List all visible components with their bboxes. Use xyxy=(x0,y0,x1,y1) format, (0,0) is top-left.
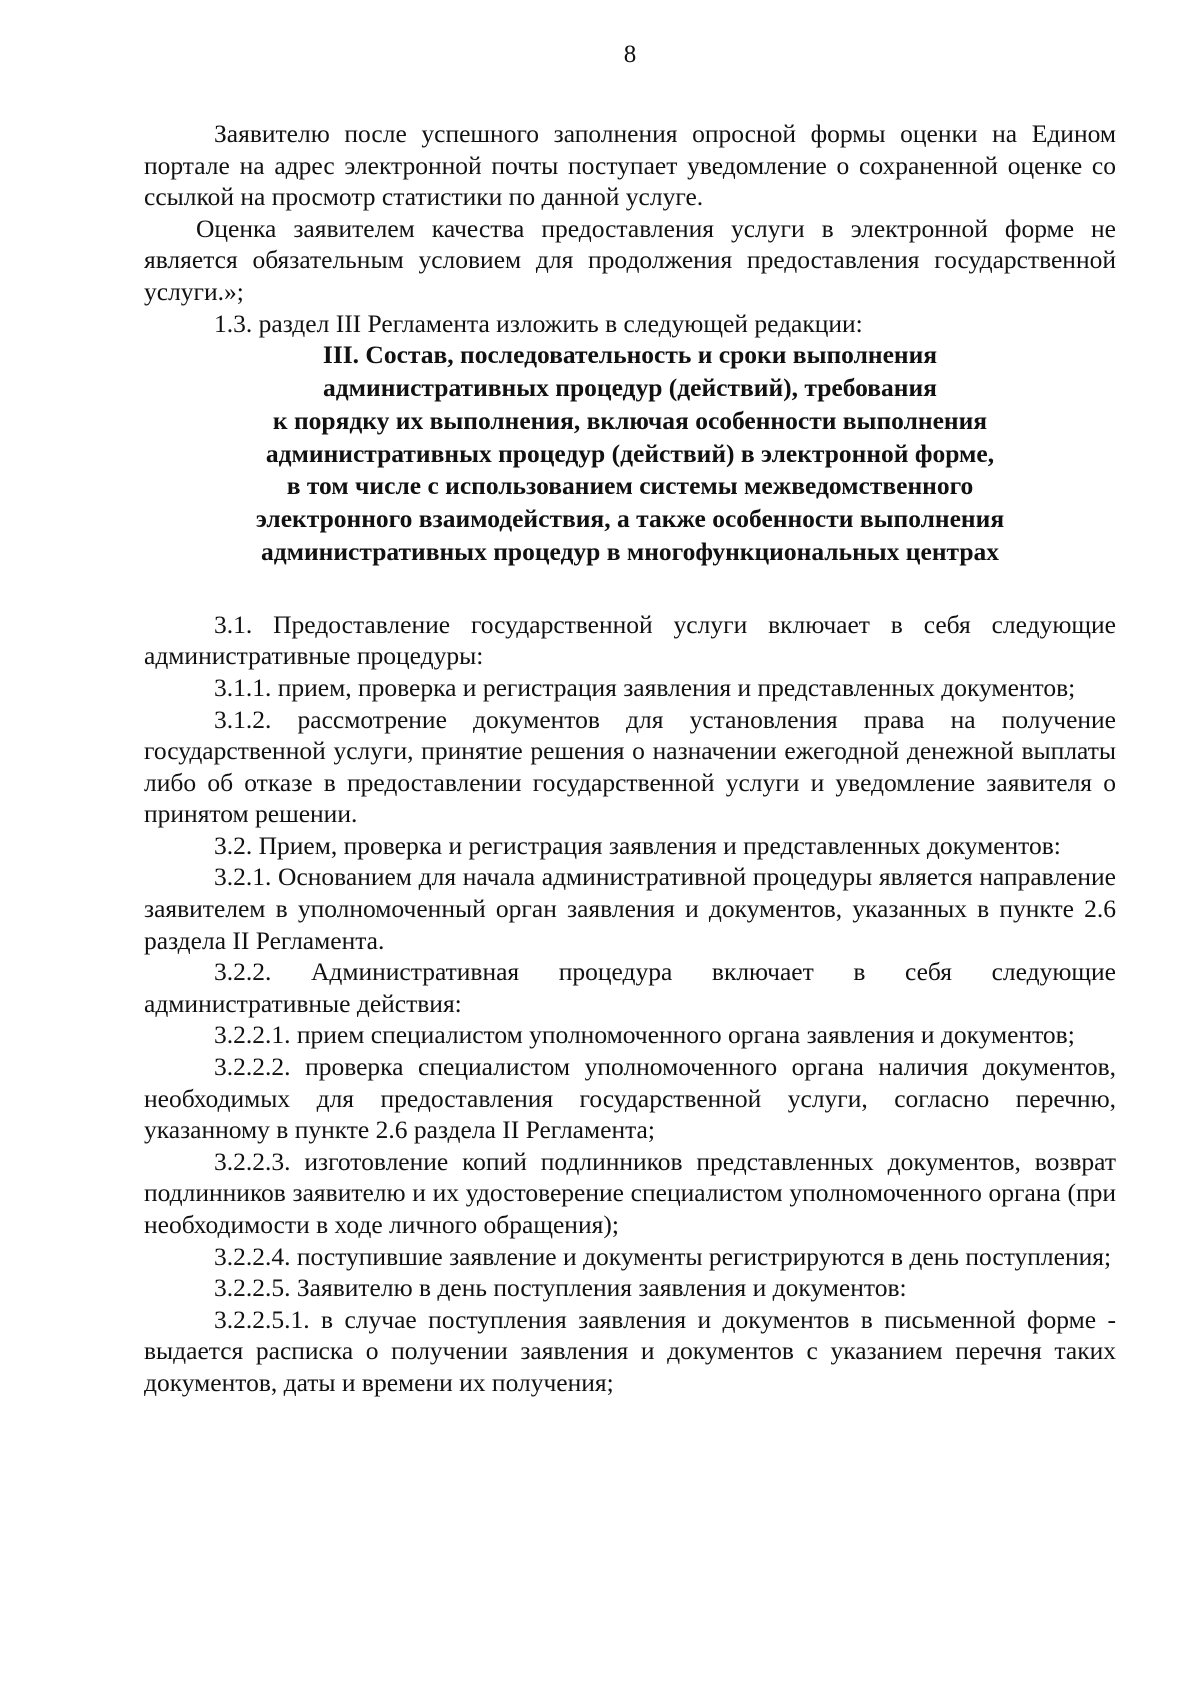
paragraph: 3.2.1. Основанием для начала административной процедуры является направление заявителем в уполномоченный орган заявления и документов, указанных в пункте 2.6 раздела II Регламента. xyxy=(144,862,1116,955)
heading-line: административных процедур (действий) в электронной форме, xyxy=(265,438,995,468)
paragraph: 3.2. Прием, проверка и регистрация заявления и представленных документов: xyxy=(214,830,1061,860)
paragraph: 3.2.2. Административная процедура включает в себя следующие административные действия: xyxy=(144,957,1116,1018)
paragraph: 3.2.2.4. поступившие заявление и документы регистрируются в день поступления; xyxy=(214,1241,1112,1271)
section-heading xyxy=(144,339,1116,569)
paragraph: 3.2.2.5.1. в случае поступления заявления и документов в письменной форме - выдается расписка о получении заявления и документов с указанием перечня таких документов, даты и времени их получения; xyxy=(144,1304,1116,1397)
heading-line: в том числе с использованием системы межведомственного xyxy=(286,471,974,501)
heading-line: административных процедур (действий), требования xyxy=(323,372,937,402)
paragraph: Оценка заявителем качества предоставления услуги в электронной форме не является обязательным условием для продолжения предоставления государственной услуги.»; xyxy=(144,213,1116,306)
paragraph: 3.1.1. прием, проверка и регистрация заявления и представленных документов; xyxy=(214,672,1076,702)
paragraph: 3.2.2.3. изготовление копий подлинников представленных документов, возврат подлинников заявителю и их удостоверение специалистом уполномоченного органа (при необходимости в ходе личного обращения); xyxy=(144,1146,1116,1240)
document-body xyxy=(144,118,1116,1399)
heading-line: электронного взаимодействия, а также особенности выполнения xyxy=(255,504,1005,534)
paragraph: Заявителю после успешного заполнения опросной формы оценки на Едином портале на адрес электронной почты поступает уведомление о сохраненной оценке со ссылкой на просмотр статистики по данной услуге. xyxy=(144,119,1116,212)
heading-line: административных процедур в многофункциональных центрах xyxy=(260,536,1000,566)
heading-line: III. Состав, последовательность и сроки выполнения xyxy=(322,340,938,370)
paragraph: 3.2.2.1. прием специалистом уполномоченного органа заявления и документов; xyxy=(214,1020,1075,1050)
paragraph: 3.2.2.2. проверка специалистом уполномоченного органа наличия документов, необходимых для предоставления государственной услуги, согласно перечню, указанному в пункте 2.6 раздела II Регламента; xyxy=(144,1052,1116,1145)
paragraph: 3.1.2. рассмотрение документов для установления права на получение государственной услуги, принятие решения о назначении ежегодной денежной выплаты либо об отказе в предоставлении государственной услуги и уведомление заявителя о принятом решении. xyxy=(144,704,1116,829)
heading-line: к порядку их выполнения, включая особенности выполнения xyxy=(272,405,988,435)
paragraph: 1.3. раздел III Регламента изложить в следующей редакции: xyxy=(214,308,863,338)
paragraph: 3.1. Предоставление государственной услуги включает в себя следующие административные процедуры: xyxy=(144,609,1116,671)
paragraph: 3.2.2.5. Заявителю в день поступления заявления и документов: xyxy=(214,1273,907,1303)
page-number: 8 xyxy=(623,41,637,68)
